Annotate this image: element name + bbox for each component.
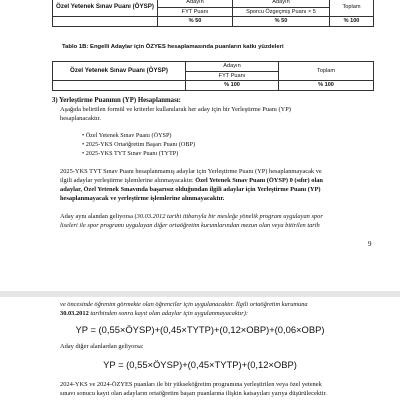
table-1b [52, 61, 374, 91]
table-1a-header-ozgecmis: Sporcu Özgeçmiş Puanı × 5 [233, 8, 330, 17]
table-1a-header-oysp: Özel Yetenek Sınav Puanı (ÖYSP) [53, 0, 158, 17]
para-line-2: ilgili adaylar yerleştirme işlemlerine alınmayacaktır. Özel Yetenek Sınav Puanı (ÖYSP) 0 (sıfır) olan [60, 177, 323, 184]
bullet-tytp: • 2025-YKS TYT Sınav Puanı (TYTP) [82, 150, 179, 157]
intro-line-1: Aşağıda belirtilen formül ve kriterler kullanılarak her aday için bir Yerleştirme Puanı (YP) [60, 106, 291, 113]
table-1b-header-fyt: FYT Puanı [186, 72, 279, 81]
table-1a-cell-fyt: % 50 [158, 17, 233, 27]
formula-same-field: YP = (0,55×ÖYSP)+(0,45×TYTP)+(0,12×OBP)+(0,06×OBP) [75, 324, 325, 335]
bullet-obp: • 2025-YKS Ortaöğretim Başarı Puanı (OBP) [82, 141, 196, 148]
para2-line-2: liseleri ile spor programı uygulayan diğer ortaöğretim kurumlarından mezun olan veya bitirilen tarih [60, 222, 320, 229]
table-1a-cell-total: % 100 [330, 17, 374, 27]
table-1b-cell-total: % 100 [279, 81, 374, 91]
table-1a-header-fyt-top: Adayın [158, 0, 233, 8]
page2-line-1: ve öncesinde öğrenim görmekte olan öğrenciler için uygulanacaktır. İlgili ortaöğretim kurumuna [60, 301, 308, 308]
formula-other-field: YP = (0,55×ÖYSP)+(0,45×TYTP)+(0,12×OBP) [103, 359, 297, 370]
page2-line-2: 30.03.2012 tarihinden sonra kayıt olan adaylar için uygulanmayacaktır): [60, 310, 248, 317]
bullet-oysp: • Özel Yetenek Sınav Puanı (ÖYSP) [82, 132, 172, 139]
other-field-line: Aday diğer alanlardan geliyorsa: [60, 343, 144, 350]
table-1a-cell-ozgecmis: % 50 [233, 17, 330, 27]
bottom-line-2: sınavı sonucu kayıt olan adayların ortaöğretim başarı puanlarına ilişkin katsayıları yarıya düşürülecektir. [60, 390, 327, 397]
table-1a-header-fyt: FYT Puanı [158, 8, 233, 17]
table-1a-header-total: Toplam [330, 0, 374, 17]
document-page-2 [0, 297, 400, 400]
table-1b-header-fyt-top: Adayın [186, 62, 279, 72]
table-1a [52, 0, 374, 27]
table-1b-header-total: Toplam [279, 62, 374, 81]
para2-line-1: Aday aynı alandan geliyorsa (30.03.2012 tarihi itibarıyla bir mesleğe yönelik program uygulayan spor [60, 213, 323, 220]
bottom-line-1: 2024-YKS ve 2024-ÖZYES puanları ile bir yükseköğretim programına yerleştirilen veya özel yetenek [60, 381, 322, 388]
para-line-4: hesaplanmayacak ve yerleştirme işlemlerine alınmayacaktır. [60, 195, 225, 202]
para-line-1: 2025-YKS TYT Sınav Puanı hesaplanmamış adaylar için Yerleştirme Puanı (YP) hesaplanmayacak ve [60, 168, 322, 175]
table-1b-caption: Tablo 1B: Engelli Adaylar için ÖZYES hesaplamasında puanların katkı yüzdeleri [62, 44, 284, 50]
section-3-heading: 3) Yerleştirme Puanının (YP) Hesaplanması: [52, 97, 181, 104]
table-1b-cell-fyt: % 100 [186, 81, 279, 91]
table-1a-header-ozgecmis-top: Adayın [233, 0, 330, 8]
page-number: 9 [368, 240, 372, 248]
intro-line-2: hesaplanacaktır. [60, 115, 101, 122]
table-1b-header-oysp: Özel Yetenek Sınav Puanı (ÖYSP) [53, 62, 186, 81]
para-line-3: adaylar, Özel Yetenek Sınavında başarısız olduğundan ilgili adaylar için Yerleştirme Puanı (YP) [60, 186, 321, 193]
